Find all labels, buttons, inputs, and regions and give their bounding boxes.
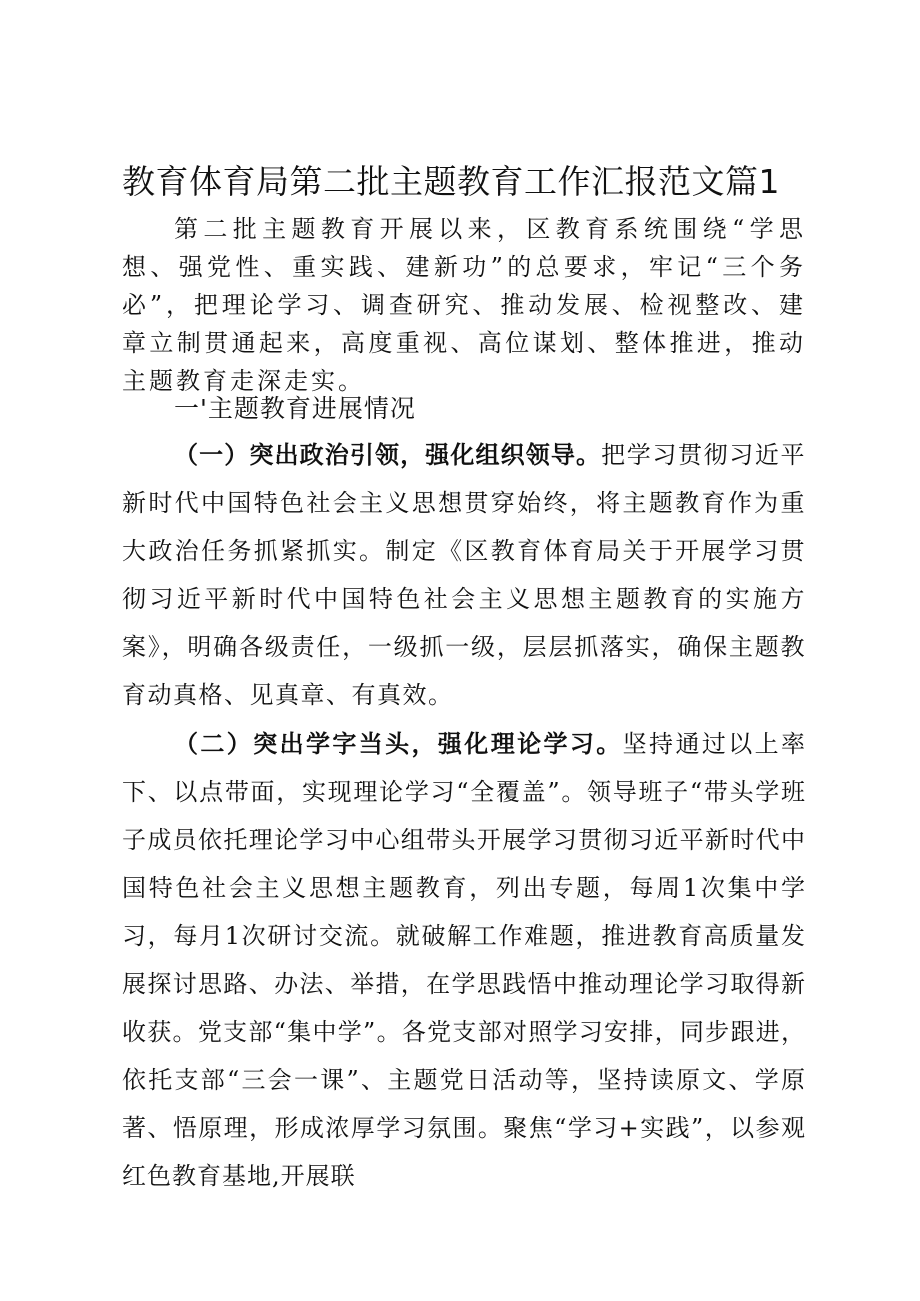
section-heading: 一'主题教育进展情况 — [174, 394, 416, 423]
paragraph-lead: （一）突出政治引领，强化组织领导。 — [174, 441, 602, 469]
paragraph-body: 把学习贯彻习近平新时代中国特色社会主义思想贯穿始终，将主题教育作为重大政治任务抓紧抓实。制定《区教育体育局关于开展学习贯彻习近平新时代中国特色社会主义思想主题教育的实施方案》，明确各级责任，一级抓一级，层层抓落实，确保主题教育动真格、见真章、有真效。 — [122, 441, 806, 709]
document-title: 教育体育局第二批主题教育工作汇报范文篇1 — [122, 162, 780, 201]
paragraph-political-leadership — [122, 431, 806, 719]
paragraph-theory-study — [122, 720, 806, 1200]
paragraph-lead: （二）突出学字当头，强化理论学习。 — [174, 730, 623, 758]
intro-paragraph: 第二批主题教育开展以来，区教育系统围绕“学思想、强党性、重实践、建新功”的总要求，牢记“三个务必”，把理论学习、调查研究、推动发展、检视整改、建章立制贯通起来，高度重视、高位谋划、整体推进，推动主题教育走深走实。 — [122, 215, 806, 395]
paragraph-body: 坚持通过以上率下、以点带面，实现理论学习“全覆盖”。领导班子“带头学班子成员依托理论学习中心组带头开展学习贯彻习近平新时代中国特色社会主义思想主题教育，列出专题，每周1次集中学习，每月1次研讨交流。就破解工作难题，推进教育高质量发展探讨思路、办法、举措，在学思践悟中推动理论学习取得新收获。党支部“集中学”。各党支部对照学习安排，同步跟进，依托支部“三会一课”、主题党日活动等，坚持读原文、学原著、悟原理，形成浓厚学习氛围。聚焦“学习+实践”，以参观红色教育基地,开展联 — [122, 730, 807, 1190]
